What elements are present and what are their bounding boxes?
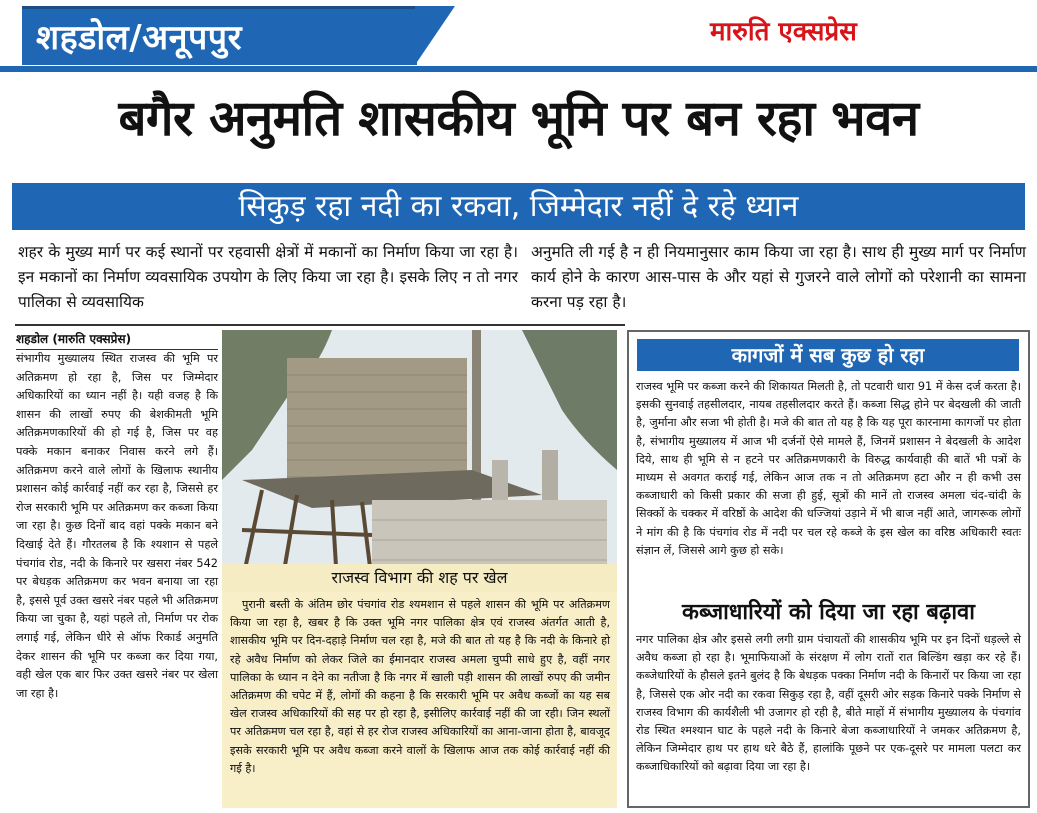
- headline: बगैर अनुमति शासकीय भूमि पर बन रहा भवन: [118, 90, 919, 147]
- intro-paragraph-right: अनुमति ली गई है न ही नियमानुसार काम किया जा रहा है। साथ ही मुख्य मार्ग पर निर्माण कार्य होने के कारण आस-पास के और यहां से गुजरने वाले लोगों को परेशानी का सामना करना पड़ रहा है।: [531, 243, 1026, 311]
- divider: [15, 324, 625, 326]
- dateline: शहडोल (मारुति एक्सप्रेस): [16, 330, 218, 350]
- sidebar-body-2: नगर पालिका क्षेत्र और इससे लगी लगी ग्राम पंचायतों की शासकीय भूमि पर इन दिनों धड़ल्ले से अवैध कब्जा हो रहा है। भूमाफियाओं के संरक्षण में लोग रातों रात बिल्डिंग खड़ा कर रहे हैं। कब्जेधारियों के हौसले इतने बुलंद है कि बेधड़क पक्का निर्माण नदी के किनारों पर किया जा रहा है, जिससे एक ओर नदी का रकवा सिकुड़ रहा है, वहीं दूसरी ओर सड़क किनारे पक्के निर्माण से राजस्व विभाग की कार्यशैली भी उजागर हो रही है, बीते माहों में संभागीय मुख्यालय के पंचगांव रोड स्थित श्मश्यान घाट के पहले नदी के किनारे बेजा कब्जाधारियों ने जमकर अतिक्रमण है, लेकिन जिम्मेदार हाथ पर हाथ धरे बैठे हैं, हालांकि पूछने पर एक-दूसरे पर मामला पलटा कर कब्जाधिकारियों को बढ़ावा दिया जा रहा है।: [636, 633, 1021, 774]
- sidebar-subheading: कब्जाधारियों को दिया जा रहा बढ़ावा: [682, 600, 975, 625]
- section-tag-label: शहडोल/अनूपपुर: [36, 18, 243, 58]
- section-tag-slant: [415, 6, 455, 65]
- middle-article-body: पुरानी बस्ती के अंतिम छोर पंचगांव रोड श्यमशान से पहले शासन की भूमि पर अतिक्रमण किया जा रहा है, खबर है कि उक्त भूमि नगर पालिका क्षेत्र एवं राजस्व अंतर्गत आती है, शासकीय भूमि पर दिन-दहाड़े निर्माण चल रहा है, मजे की बात तो यह है कि नदी के किनारे हो रहे अवैध निर्माण को लेकर जिले का ईमानदार राजस्व अमला चुप्पी साधे हुए है, वहीं नगर पालिका के ध्यान न देने का नतीजा है कि नगर में खाली पड़ी शासन की लाखों रुपए की जमीन अतिक्रमण की चपेट में हैं, लोगों की कहना है कि सरकारी भूमि पर अवैध कब्जों का यह सब खेल राजस्व अधिकारियों की सह पर हो रहा है, इसीलिए कार्रवाई नहीं की जा रही। जिन स्थलों पर अतिक्रमण चल रहा है, वहां से हर रोज राजस्व अधिकारियों का आना-जाना होता है, बावजूद इसके सरकारी भूमि पर अवैध कब्जा करने वालों के खिलाफ आज तक कोई कार्रवाई नहीं की गई है।: [230, 598, 610, 775]
- photo-caption: राजस्व विभाग की शह पर खेल: [331, 568, 508, 587]
- sidebar-body-1: राजस्व भूमि पर कब्जा करने की शिकायत मिलती है, तो पटवारी धारा 91 में केस दर्ज करता है। इसकी सुनवाई तहसीलदार, नायब तहसीलदार करते हैं। कब्जा सिद्ध होने पर बेदखली की जाती है, जुर्माना और सजा भी होती है। मजे की बात तो यह है कि यह पूरा कारनामा कागजों पर होता है, संभागीय मुख्यालय में आज भी दर्जनों ऐसे मामले हैं, जिनमें प्रशासन ने बेदखली के आदेश दिये, साथ ही भूमि से न हटने पर अतिक्रमणकारी के विरुद्ध कार्यवाही की बातें भी पत्रों के माध्यम से अवगत कराई गई, लेकिन आज तक न तो अतिक्रमण हटा और न ही कभी उस कब्जाधारी को किसी प्रकार की सजा ही हुई, सूत्रों की मानें तो राजस्व अमला चंद-चांदी के सिक्कों के चक्कर में वरिष्ठों के आदेश की धज्जियां उड़ाने में भी बाज नहीं आते, जागरूक लोगों ने मांग की है कि पंचगांव रोड में नदी पर चल रहे कब्जे के इस खेल का वरिष्ठ अधिकारी स्वतः संज्ञान लें, जिससे आगे कुछ हो सके।: [636, 380, 1021, 557]
- section-tag: [22, 6, 417, 65]
- left-column-body: संभागीय मुख्यालय स्थित राजस्व की भूमि पर अतिक्रमण हो रहा है, जिस पर जिम्मेदार अधिकारियों का ध्यान नहीं है। यही वजह है कि शासन की लाखों रुपए की बेशकीमती भूमि अतिक्रमणकारियों की हो गई है, जिस पर वह पक्के मकान बनाकर निवास करने लगे हैं। अतिक्रमण करने वाले लोगों के खिलाफ स्थानीय प्रशासन कोई कार्रवाई नहीं कर रहा है, जिससे हर रोज सरकारी भूमि पर अतिक्रमण कर कब्जा किया जा रहा है। कुछ दिनों बाद वहां पक्के मकान बने दिखाई देते हैं। गौरतलब है कि श्यशान से पहले पंचगांव रोड, नदी के किनारे पर खसरा नंबर 542 पर बेधड़क अतिक्रमण कर भवन बनाया जा रहा है, इससे पूर्व उक्त खसरे नंबर पहले भी अतिक्रमण किया जा चुका है, यहां पहले तो, निर्माण पर रोक लगाई गई, लेकिन धीरे से ऑफ रिकार्ड अनुमति देकर शासन की भूमि पर कब्जा कर दिया गया, वही खेल एक बार फिर उक्त खसरे नंबर पर खेला जा रहा है।: [16, 352, 218, 700]
- subheadline-bar: [12, 183, 1025, 230]
- sidebar-heading-bar: [637, 339, 1019, 371]
- sidebar-heading: कागजों में सब कुछ हो रहा: [731, 343, 925, 367]
- intro-paragraph-left: शहर के मुख्य मार्ग पर कई स्थानों पर रहवासी क्षेत्रों में मकानों का निर्माण किया जा रहा है। इन मकानों का निर्माण व्यवसायिक उपयोग के लिए किया जा रहा है। इसके लिए न तो नगर पालिका से व्यवसायिक: [18, 243, 518, 311]
- construction-photo: [222, 330, 617, 583]
- subheadline: सिकुड़ रहा नदी का रकवा, जिम्मेदार नहीं दे रहे ध्यान: [238, 189, 799, 224]
- news-photo: [222, 330, 617, 583]
- header-rule: [0, 66, 1037, 72]
- photo-caption-bar: [222, 564, 617, 592]
- newspaper-name: मारुति एक्सप्रेस: [710, 17, 857, 47]
